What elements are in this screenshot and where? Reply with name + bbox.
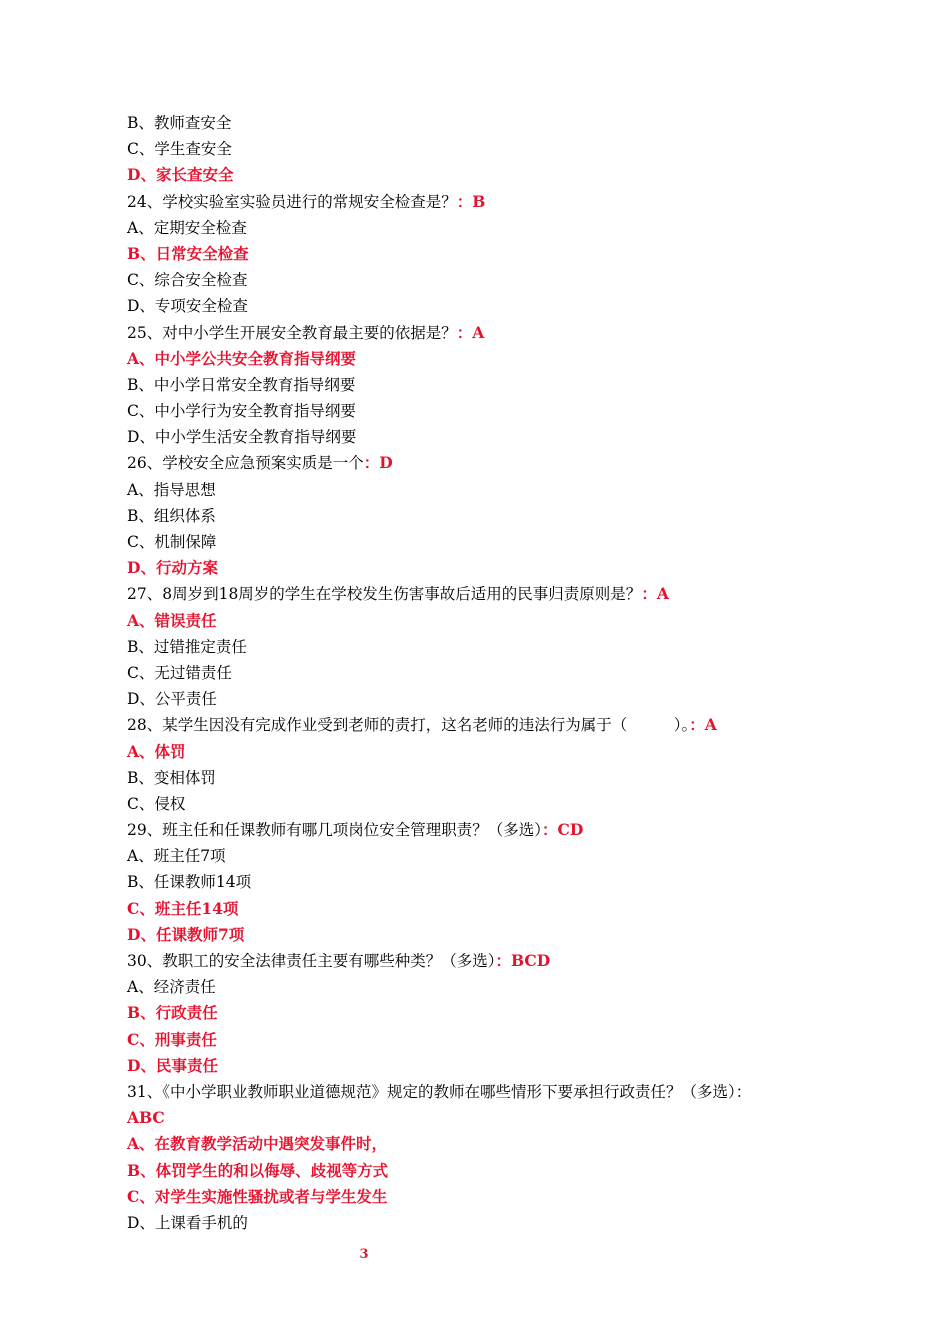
question-text: 28、某学生因没有完成作业受到老师的责打，这名老师的违法行为属于（ ）。 xyxy=(127,716,690,735)
answer-key: ：A xyxy=(456,322,485,342)
option-line: A、定期安全检查 xyxy=(127,218,247,237)
question-line xyxy=(127,581,827,607)
option-line: B、中小学日常安全教育指导纲要 xyxy=(127,375,356,394)
question-line xyxy=(127,817,827,843)
question-text: 26、学校安全应急预案实质是一个 xyxy=(127,454,364,473)
option-line: B、体罚学生的和以侮辱、歧视等方式 xyxy=(127,1160,389,1180)
option-line: C、机制保障 xyxy=(127,533,217,551)
option-line: B、日常安全检查 xyxy=(127,243,249,263)
option-line: D、行动方案 xyxy=(127,558,218,578)
question-text: 29、班主任和任课教师有哪几项岗位安全管理职责？（多选） xyxy=(127,821,542,840)
question-line xyxy=(127,712,827,738)
question-text: 25、对中小学生开展安全教育最主要的依据是？ xyxy=(127,323,457,342)
option-line: B、变相体罚 xyxy=(127,768,216,787)
option-line: C、侵权 xyxy=(127,794,186,813)
option-line: D、家长查安全 xyxy=(127,165,234,185)
question-text: 27、8周岁到18周岁的学生在学校发生伤害事故后适用的民事归责原则是？ xyxy=(127,585,642,604)
answer-key: ：D xyxy=(363,453,393,473)
option-line: B、行政责任 xyxy=(127,1003,218,1023)
option-line: C、无过错责任 xyxy=(127,663,232,682)
option-line: C、综合安全检查 xyxy=(127,271,248,290)
option-line: D、专项安全检查 xyxy=(127,297,248,316)
answer-key-line: ABC xyxy=(127,1108,165,1128)
answer-key: ：B xyxy=(456,191,486,211)
page-number: 3 xyxy=(359,1247,369,1262)
option-line: A、经济责任 xyxy=(127,978,216,997)
option-line: C、刑事责任 xyxy=(127,1029,217,1049)
option-line: B、任课教师14项 xyxy=(127,873,252,892)
question-line xyxy=(127,1079,827,1105)
option-line: A、错误责任 xyxy=(127,610,217,630)
question-text: 31、《中小学职业教师职业道德规范》规定的教师在哪些情形下要承担行政责任？（多选）： xyxy=(127,1082,752,1101)
option-line: C、班主任14项 xyxy=(127,898,239,918)
question-line xyxy=(127,320,827,346)
question-line xyxy=(127,948,827,974)
question-text: 24、学校实验室实验员进行的常规安全检查是？ xyxy=(127,192,457,211)
quiz-content xyxy=(127,110,827,1236)
option-line: B、过错推定责任 xyxy=(127,637,247,656)
option-line: B、教师查安全 xyxy=(127,114,232,132)
option-line: B、组织体系 xyxy=(127,506,216,525)
option-line: A、在教育教学活动中遇突发事件时， xyxy=(127,1134,388,1154)
option-line: D、上课看手机的 xyxy=(127,1213,248,1232)
option-line: C、中小学行为安全教育指导纲要 xyxy=(127,402,356,421)
option-line: D、任课教师7项 xyxy=(127,924,245,944)
question-line xyxy=(127,189,827,215)
option-line: A、体罚 xyxy=(127,741,186,761)
option-line: A、班主任7项 xyxy=(127,847,226,866)
option-line: C、学生查安全 xyxy=(127,140,232,159)
option-line: D、公平责任 xyxy=(127,690,217,709)
answer-key: ：A xyxy=(689,715,717,735)
option-line: D、民事责任 xyxy=(127,1055,218,1075)
question-line xyxy=(127,450,827,476)
option-line: A、中小学公共安全教育指导纲要 xyxy=(127,348,357,368)
option-line: A、指导思想 xyxy=(127,480,216,499)
answer-key: ：CD xyxy=(541,820,584,840)
answer-key: ：BCD xyxy=(495,951,551,970)
option-line: D、中小学生活安全教育指导纲要 xyxy=(127,428,357,447)
option-line: C、对学生实施性骚扰或者与学生发生 xyxy=(127,1186,388,1206)
answer-key: ：A xyxy=(641,584,669,604)
question-text: 30、教职工的安全法律责任主要有哪些种类？（多选） xyxy=(127,952,496,970)
